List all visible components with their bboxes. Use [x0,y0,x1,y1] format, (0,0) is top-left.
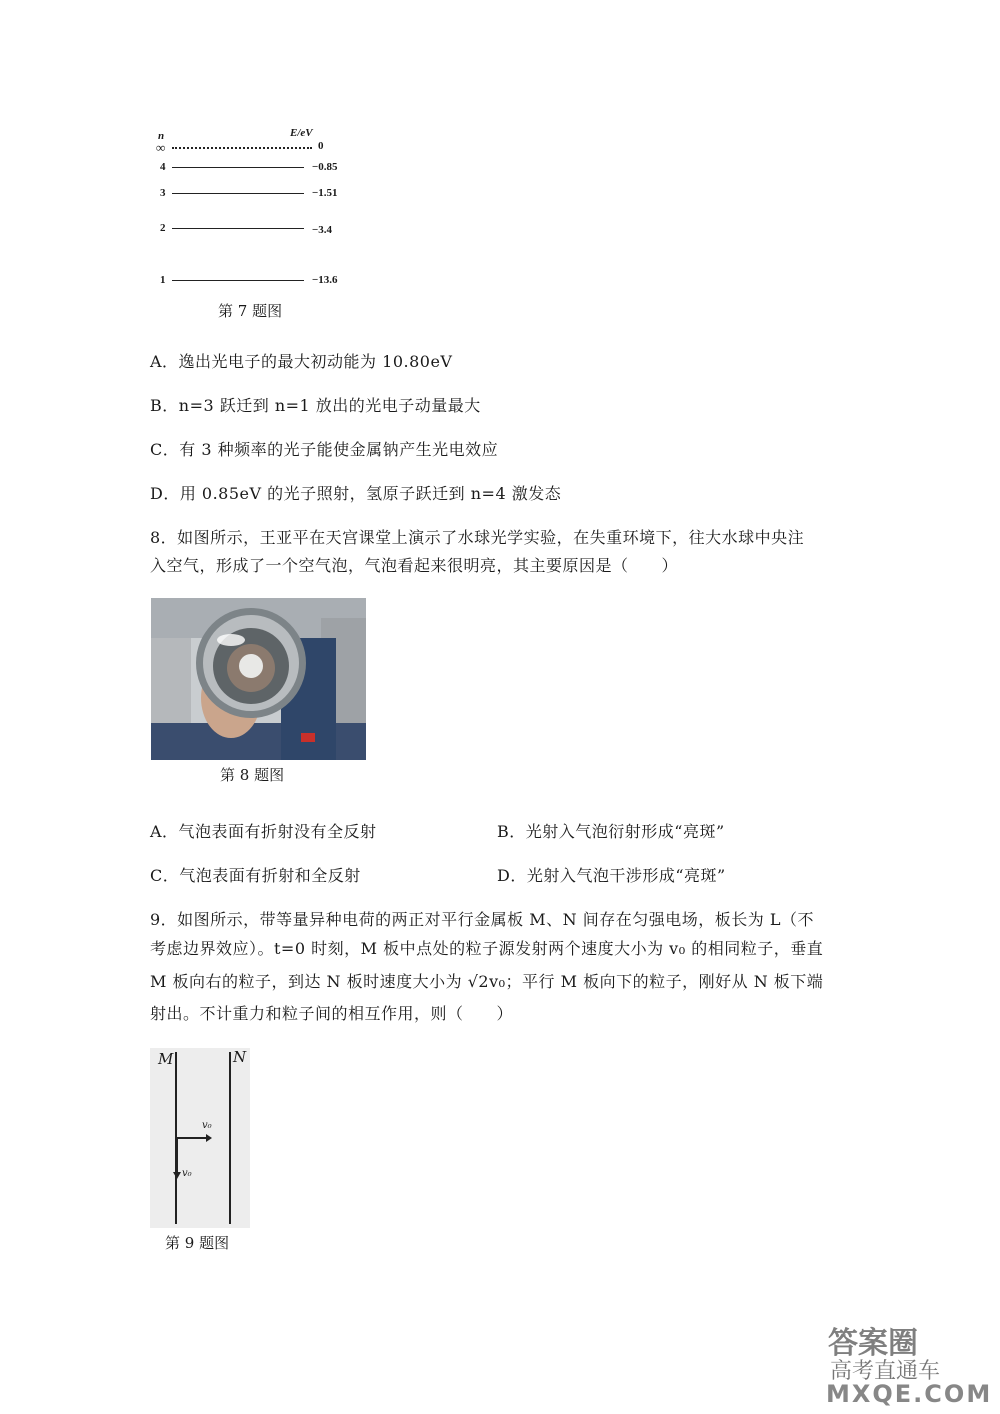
level-line-infinity [172,147,312,149]
watermark-logo [820,1318,993,1410]
q9-stem-line-1: 9．如图所示，带等量异种电荷的两正对平行金属板 M、N 间存在匀强电场，板长为 L（不 [150,910,814,929]
q7-option-b: B．n=3 跃迁到 n=1 放出的光电子动量最大 [150,396,481,415]
q9-stem-line-2: 考虑边界效应）。t=0 时刻，M 板中点处的粒子源发射两个速度大小为 v₀ 的相同粒子，垂直 [150,939,824,958]
plate-n-label: N [233,1048,247,1066]
level-line-3 [172,193,304,194]
energy-axis-label: E/eV [290,127,313,139]
level-e-4: −0.85 [312,161,338,173]
parallel-plates-svg [150,1048,250,1228]
q9-stem-line-3: M 板向右的粒子，到达 N 板时速度大小为 √2v₀；平行 M 板向下的粒子，刚好从 N 板下端 [150,972,824,991]
level-n-4: 4 [160,161,166,173]
watermark-mid-text: 高考直通车 [830,1359,941,1384]
watermark-top-text: 答案圈 [828,1326,918,1361]
velocity-down-label: v₀ [182,1168,192,1179]
n-axis-label: n [158,130,165,142]
level-n-2: 2 [160,222,166,234]
q8-option-c: C．气泡表面有折射和全反射 [150,866,361,885]
level-line-2 [172,228,304,229]
water-ball-photo-image [151,598,366,760]
level-n-1: 1 [160,274,166,286]
level-n-infinity: ∞ [156,140,166,155]
figure-7-caption: 第 7 题图 [218,302,283,320]
q7-option-d: D．用 0.85eV 的光子照射，氢原子跃迁到 n=4 激发态 [150,484,562,503]
level-line-4 [172,167,304,168]
plate-m-label: M [158,1050,174,1068]
water-ball-photo [151,598,366,760]
level-e-3: −1.51 [312,187,338,199]
q8-stem-line-1: 8．如图所示，王亚平在天宫课堂上演示了水球光学实验，在失重环境下，往大水球中央注 [150,528,805,547]
level-e-infinity: 0 [318,140,324,152]
level-e-1: −13.6 [312,274,338,286]
q9-stem-line-4: 射出。不计重力和粒子间的相互作用，则（ ） [150,1004,514,1023]
q8-stem-line-2: 入空气，形成了一个空气泡，气泡看起来很明亮，其主要原因是（ ） [150,556,679,575]
level-n-3: 3 [160,187,166,199]
figure-8-caption: 第 8 题图 [220,766,285,784]
parallel-plates-diagram [150,1048,250,1228]
q8-option-d: D．光射入气泡干涉形成“亮斑” [497,866,726,885]
level-line-1 [172,280,304,281]
q8-option-a: A．气泡表面有折射没有全反射 [150,822,377,841]
level-e-2: −3.4 [312,224,333,236]
energy-level-diagram [150,125,360,295]
q7-option-a: A．逸出光电子的最大初动能为 10.80eV [150,352,453,371]
figure-9-caption: 第 9 题图 [165,1234,230,1252]
watermark-bottom-text: MXQE.COM [826,1380,993,1408]
q7-option-c: C．有 3 种频率的光子能使金属钠产生光电效应 [150,440,499,459]
q8-option-b: B．光射入气泡衍射形成“亮斑” [497,822,725,841]
velocity-right-label: v₀ [202,1120,212,1131]
